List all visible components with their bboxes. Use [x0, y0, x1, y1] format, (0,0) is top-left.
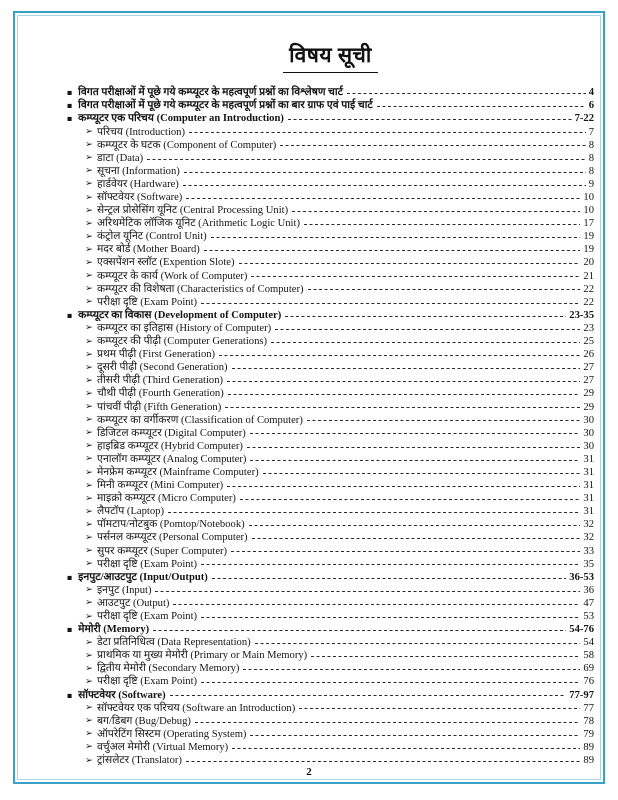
toc-entry-label: विगत परीक्षाओं में पूछे गये कम्प्यूटर के महत्वपूर्ण प्रश्नों का बार ग्राफ एवं पाई चार्ट	[78, 100, 373, 112]
toc-entry-page-number: 33	[583, 545, 594, 557]
toc-entry-label: दूसरी पीढ़ी (Second Generation)	[96, 362, 228, 374]
square-bullet-icon: ■	[67, 87, 73, 98]
dotted-leader	[227, 486, 580, 487]
toc-entry-page-number: 17	[583, 218, 594, 230]
arrow-bullet-icon: ➢	[85, 598, 93, 609]
arrow-bullet-icon: ➢	[85, 441, 93, 452]
toc-entry-page-number: 69	[583, 663, 594, 675]
toc-chapter-row	[67, 310, 594, 323]
toc-entry-page-number: 6	[588, 100, 594, 112]
dotted-leader	[311, 656, 580, 657]
dotted-leader	[275, 329, 580, 330]
toc-entry-page-number: 77-97	[569, 689, 594, 701]
toc-entry-page-number: 7-22	[574, 113, 594, 125]
arrow-bullet-icon: ➢	[85, 454, 93, 465]
toc-entry-label: पॉमटाप/नोटबुक (Pomtop/Notebook)	[96, 519, 245, 531]
toc-entry-page-number: 29	[583, 401, 594, 413]
toc-entry-label: कम्प्यूटर का विकास (Development of Computer)	[78, 309, 282, 321]
toc-entry-label: कंट्रोल यूनिट (Control Unit)	[96, 231, 207, 243]
toc-subitem-row	[67, 558, 594, 571]
toc-subitem-row	[67, 454, 594, 467]
dotted-leader	[263, 473, 581, 474]
dotted-leader	[211, 237, 581, 238]
toc-chapter-row	[67, 689, 594, 702]
dotted-leader	[249, 525, 581, 526]
toc-entry-page-number: 10	[583, 192, 594, 203]
dotted-leader	[168, 512, 580, 513]
toc-entry-page-number: 36-53	[569, 571, 594, 583]
toc-entry-page-number: 31	[583, 506, 594, 518]
arrow-bullet-icon: ➢	[85, 755, 93, 766]
toc-entry-page-number: 53	[583, 611, 594, 622]
toc-entry-label: डाटा (Data)	[96, 152, 144, 164]
toc-subitem-row	[67, 532, 594, 545]
toc-subitem-row	[67, 598, 594, 611]
toc-subitem-row	[67, 323, 594, 336]
toc-entry-page-number: 78	[583, 715, 594, 727]
toc-entry-page-number: 31	[583, 493, 594, 505]
toc-entry-page-number: 29	[583, 388, 594, 400]
dotted-leader	[292, 211, 580, 212]
dotted-leader	[212, 578, 566, 579]
toc-subitem-row	[67, 676, 594, 689]
dotted-leader	[250, 433, 581, 434]
toc-entry-label: प्रथम पीढ़ी (First Generation)	[96, 349, 216, 361]
dotted-leader	[304, 224, 580, 225]
toc-entry-label: परीक्षा दृष्टि (Exam Point)	[96, 676, 198, 688]
toc-entry-page-number: 79	[583, 728, 594, 740]
toc-subitem-row	[67, 126, 594, 139]
dotted-leader	[271, 342, 580, 343]
dotted-leader	[227, 381, 580, 382]
toc-entry-label: माइक्रो कम्प्यूटर (Micro Computer)	[96, 493, 236, 505]
toc-subitem-row	[67, 179, 594, 192]
dotted-leader	[240, 499, 580, 500]
dotted-leader	[201, 617, 580, 618]
toc-entry-page-number: 54-76	[569, 624, 594, 636]
arrow-bullet-icon: ➢	[85, 559, 93, 570]
dotted-leader	[225, 407, 580, 408]
toc-subitem-row	[67, 729, 594, 742]
toc-entry-label: द्वितीय मेमोरी (Secondary Memory)	[96, 663, 240, 675]
arrow-bullet-icon: ➢	[85, 677, 93, 688]
dotted-leader	[189, 132, 586, 133]
arrow-bullet-icon: ➢	[85, 493, 93, 504]
toc-entry-page-number: 27	[583, 375, 594, 387]
toc-subitem-row	[67, 611, 594, 624]
toc-entry-page-number: 26	[583, 349, 594, 361]
toc-entry-label: पांचवीं पीढ़ी (Fifth Generation)	[96, 401, 222, 413]
toc-entry-label: ऑपरेटिंग सिस्टम (Operating System)	[96, 728, 247, 740]
dotted-leader	[285, 316, 566, 317]
arrow-bullet-icon: ➢	[85, 388, 93, 399]
dotted-leader	[184, 172, 586, 173]
toc-entry-page-number: 89	[583, 755, 594, 767]
toc-entry-page-number: 31	[583, 453, 594, 465]
arrow-bullet-icon: ➢	[85, 402, 93, 413]
dotted-leader	[347, 93, 586, 94]
arrow-bullet-icon: ➢	[85, 153, 93, 164]
toc-entry-page-number: 20	[583, 257, 594, 269]
dotted-leader	[183, 185, 586, 186]
toc-subitem-row	[67, 441, 594, 454]
square-bullet-icon: ■	[67, 113, 73, 124]
toc-subitem-row	[67, 493, 594, 506]
dotted-leader	[232, 748, 580, 749]
toc-subitem-row	[67, 427, 594, 440]
toc-subitem-row	[67, 480, 594, 493]
toc-subitem-row	[67, 519, 594, 532]
toc-entry-label: चौथी पीढ़ी (Fourth Generation)	[96, 388, 224, 400]
toc-entry-label: डिजिटल कम्प्यूटर (Digital Computer)	[96, 427, 246, 439]
dotted-leader	[251, 276, 580, 277]
toc-entry-label: कम्प्यूटर का वर्गीकरण (Classification of Computer)	[96, 414, 303, 426]
toc-entry-page-number: 31	[583, 480, 594, 492]
arrow-bullet-icon: ➢	[85, 218, 93, 229]
dotted-leader	[231, 551, 580, 552]
toc-entry-page-number: 27	[583, 362, 594, 374]
toc-chapter-row	[67, 100, 594, 113]
dotted-leader	[239, 263, 581, 264]
arrow-bullet-icon: ➢	[85, 231, 93, 242]
toc-entry-label: कम्प्यूटर के कार्य (Work of Computer)	[96, 270, 248, 282]
arrow-bullet-icon: ➢	[85, 258, 93, 269]
arrow-bullet-icon: ➢	[85, 650, 93, 661]
toc-entry-page-number: 10	[583, 205, 594, 217]
toc-entry-label: तीसरी पीढ़ी (Third Generation)	[96, 375, 224, 387]
dotted-leader	[186, 198, 580, 199]
toc-subitem-row	[67, 414, 594, 427]
dotted-leader	[170, 695, 567, 696]
toc-subitem-row	[67, 257, 594, 270]
toc-entry-page-number: 9	[588, 178, 594, 190]
toc-entry-label: इनपुट/आउटपुट (Input/Output)	[78, 571, 208, 583]
arrow-bullet-icon: ➢	[85, 284, 93, 295]
arrow-bullet-icon: ➢	[85, 375, 93, 386]
arrow-bullet-icon: ➢	[85, 349, 93, 360]
toc-entry-page-number: 30	[583, 414, 594, 426]
toc-entry-page-number: 77	[583, 702, 594, 714]
toc-entry-label: कम्प्यूटर का इतिहास (History of Computer)	[96, 322, 272, 334]
dotted-leader	[201, 303, 580, 304]
toc-entry-page-number: 19	[583, 244, 594, 256]
toc-entry-label: सेन्ट्रल प्रोसेसिंग यूनिट (Central Processing Unit)	[96, 205, 289, 217]
dotted-leader	[299, 708, 580, 709]
toc-entry-label: कम्प्यूटर की विशेषता (Characteristics of Computer)	[96, 283, 304, 295]
toc-subitem-row	[67, 244, 594, 257]
toc-entry-page-number: 23	[583, 322, 594, 334]
toc-entry-page-number: 8	[588, 139, 594, 151]
toc-subitem-row	[67, 388, 594, 401]
dotted-leader	[288, 119, 572, 120]
toc-entry-page-number: 32	[583, 519, 594, 531]
toc-entry-label: बग/डिबग (Bug/Debug)	[96, 715, 191, 727]
toc-entry-page-number: 25	[583, 336, 594, 348]
toc-entry-page-number: 30	[583, 427, 594, 439]
toc-subitem-row	[67, 166, 594, 179]
arrow-bullet-icon: ➢	[85, 519, 93, 530]
toc-entry-label: परीक्षा दृष्टि (Exam Point)	[96, 296, 198, 308]
dotted-leader	[252, 538, 581, 539]
toc-entry-label: पर्सनल कम्प्यूटर (Personal Computer)	[96, 532, 248, 544]
arrow-bullet-icon: ➢	[85, 506, 93, 517]
square-bullet-icon: ■	[67, 100, 73, 111]
toc-entry-page-number: 89	[583, 741, 594, 753]
toc-entry-label: कम्प्यूटर एक परिचय (Computer an Introduction)	[78, 113, 284, 125]
toc-subitem-row	[67, 336, 594, 349]
toc-entry-page-number: 32	[583, 532, 594, 544]
dotted-leader	[186, 761, 580, 762]
arrow-bullet-icon: ➢	[85, 703, 93, 714]
toc-entry-label: मेमोरी (Memory)	[78, 624, 150, 636]
dotted-leader	[250, 460, 580, 461]
toc-entry-label: कम्प्यूटर की पीढ़ी (Computer Generations)	[96, 336, 268, 348]
toc-subitem-row	[67, 702, 594, 715]
dotted-leader	[201, 682, 580, 683]
toc-subitem-row	[67, 375, 594, 388]
toc-entry-label: हार्डवेयर (Hardware)	[96, 178, 179, 190]
toc-subitem-row	[67, 362, 594, 375]
dotted-leader	[307, 420, 581, 421]
dotted-leader	[308, 289, 581, 290]
arrow-bullet-icon: ➢	[85, 546, 93, 557]
toc-subitem-row	[67, 205, 594, 218]
toc-subitem-row	[67, 152, 594, 165]
arrow-bullet-icon: ➢	[85, 716, 93, 727]
arrow-bullet-icon: ➢	[85, 166, 93, 177]
toc-subitem-row	[67, 545, 594, 558]
arrow-bullet-icon: ➢	[85, 205, 93, 216]
toc-entry-label: सुपर कम्प्यूटर (Super Computer)	[96, 545, 228, 557]
arrow-bullet-icon: ➢	[85, 467, 93, 478]
arrow-bullet-icon: ➢	[85, 271, 93, 282]
toc-entry-label: इनपुट (Input)	[96, 584, 152, 596]
arrow-bullet-icon: ➢	[85, 742, 93, 753]
arrow-bullet-icon: ➢	[85, 140, 93, 151]
toc-subitem-row	[67, 218, 594, 231]
dotted-leader	[255, 643, 581, 644]
toc-entry-page-number: 19	[583, 231, 594, 243]
page-title: विषय सूची	[283, 41, 378, 73]
toc-entry-page-number: 22	[583, 296, 594, 308]
toc-chapter-row	[67, 113, 594, 126]
toc-entry-label: विगत परीक्षाओं में पूछे गये कम्प्यूटर के महत्वपूर्ण प्रश्नों का विश्लेषण चार्ट	[78, 87, 343, 99]
toc-subitem-row	[67, 139, 594, 152]
toc-entry-label: कम्प्यूटर के घटक (Component of Computer)	[96, 139, 277, 151]
toc-entry-label: मदर बोर्ड (Mother Board)	[96, 244, 200, 256]
toc-entry-page-number: 23-35	[569, 309, 594, 321]
toc-subitem-row	[67, 585, 594, 598]
dotted-leader	[173, 604, 580, 605]
toc-subitem-row	[67, 349, 594, 362]
toc-subitem-row	[67, 283, 594, 296]
toc-entry-label: प्राथमिक या मुख्य मेमोरी (Primary or Main Memory)	[96, 650, 308, 662]
toc-entry-page-number: 8	[588, 165, 594, 177]
toc-entry-label: सॉफ्टवेयर (Software)	[96, 192, 183, 203]
dotted-leader	[377, 106, 586, 107]
toc-entry-label: मिनी कम्प्यूटर (Mini Computer)	[96, 480, 224, 492]
arrow-bullet-icon: ➢	[85, 585, 93, 596]
toc-entry-label: डेटा प्रतिनिधित्व (Data Representation)	[96, 637, 251, 649]
arrow-bullet-icon: ➢	[85, 179, 93, 190]
toc-entry-page-number: 31	[583, 466, 594, 478]
toc-subitem-row	[67, 270, 594, 283]
dotted-leader	[153, 630, 566, 631]
toc-subitem-row	[67, 231, 594, 244]
toc-entry-page-number: 4	[588, 87, 594, 99]
square-bullet-icon: ■	[67, 690, 73, 701]
toc-entry-page-number: 76	[583, 676, 594, 688]
toc-subitem-row	[67, 297, 594, 310]
toc-entry-page-number: 36	[583, 584, 594, 596]
dotted-leader	[243, 669, 580, 670]
toc-entry-page-number: 8	[588, 152, 594, 164]
dotted-leader	[219, 355, 580, 356]
dotted-leader	[195, 722, 581, 723]
dotted-leader	[280, 145, 585, 146]
toc-subitem-row	[67, 506, 594, 519]
arrow-bullet-icon: ➢	[85, 323, 93, 334]
dotted-leader	[228, 394, 581, 395]
arrow-bullet-icon: ➢	[85, 336, 93, 347]
toc-entry-label: परीक्षा दृष्टि (Exam Point)	[96, 611, 198, 622]
square-bullet-icon: ■	[67, 624, 73, 635]
toc-subitem-row	[67, 650, 594, 663]
toc-entry-label: सॉफ्टवेयर एक परिचय (Software an Introduction)	[96, 702, 296, 714]
toc-entry-page-number: 35	[583, 558, 594, 570]
toc-entry-label: एक्सपेंशन स्लॉट (Expention Slote)	[96, 257, 235, 269]
toc-subitem-row	[67, 663, 594, 676]
arrow-bullet-icon: ➢	[85, 480, 93, 491]
arrow-bullet-icon: ➢	[85, 297, 93, 308]
toc-subitem-row	[67, 716, 594, 729]
toc-subitem-row	[67, 742, 594, 755]
toc-entry-page-number: 21	[583, 270, 594, 282]
toc-entry-label: अरिथमेटिक लॉजिक यूनिट (Arithmetic Logic Unit)	[96, 218, 300, 230]
toc-entry-label: आउटपुट (Output)	[96, 597, 170, 609]
toc-entry-page-number: 54	[583, 637, 594, 649]
arrow-bullet-icon: ➢	[85, 729, 93, 740]
dotted-leader	[250, 735, 580, 736]
arrow-bullet-icon: ➢	[85, 244, 93, 255]
dotted-leader	[232, 368, 581, 369]
toc-entry-label: हाइब्रिड कम्प्यूटर (Hybrid Computer)	[96, 440, 243, 452]
toc-entry-label: लैपटॉप (Laptop)	[96, 506, 164, 518]
toc-subitem-row	[67, 401, 594, 414]
title-wrap	[67, 41, 594, 73]
toc-entry-label: सॉफ्टवेयर (Software)	[78, 689, 166, 701]
arrow-bullet-icon: ➢	[85, 637, 93, 648]
toc-subitem-row	[67, 637, 594, 650]
dotted-leader	[204, 250, 581, 251]
arrow-bullet-icon: ➢	[85, 611, 93, 622]
toc-entry-label: वर्चुअल मेमोरी (Virtual Memory)	[96, 741, 229, 753]
toc-entry-page-number: 22	[583, 283, 594, 295]
toc-entry-label: परिचय (Introduction)	[96, 126, 186, 138]
arrow-bullet-icon: ➢	[85, 127, 93, 138]
arrow-bullet-icon: ➢	[85, 415, 93, 426]
arrow-bullet-icon: ➢	[85, 532, 93, 543]
toc-entry-label: परीक्षा दृष्टि (Exam Point)	[96, 558, 198, 570]
toc-chapter-row	[67, 571, 594, 584]
dotted-leader	[247, 447, 581, 448]
toc-entry-label: ट्रांसलेटर (Translator)	[96, 755, 182, 767]
dotted-leader	[147, 159, 586, 160]
toc-subitem-row	[67, 467, 594, 480]
arrow-bullet-icon: ➢	[85, 192, 93, 203]
toc-entry-label: एनालॉग कम्प्यूटर (Analog Computer)	[96, 453, 247, 465]
arrow-bullet-icon: ➢	[85, 362, 93, 373]
toc-entry-label: मेनफ्रेम कम्प्यूटर (Mainframe Computer)	[96, 466, 259, 478]
toc-chapter-row	[67, 87, 594, 100]
toc-entry-page-number: 7	[588, 126, 594, 138]
arrow-bullet-icon: ➢	[85, 428, 93, 439]
page-number: 2	[306, 766, 312, 778]
toc-chapter-row	[67, 624, 594, 637]
page-content	[15, 13, 603, 782]
square-bullet-icon: ■	[67, 310, 73, 321]
toc-entry-label: सूचना (Information)	[96, 165, 180, 177]
arrow-bullet-icon: ➢	[85, 663, 93, 674]
toc-entry-page-number: 58	[583, 650, 594, 662]
dotted-leader	[155, 591, 580, 592]
toc-list	[67, 87, 594, 768]
toc-subitem-row	[67, 192, 594, 205]
square-bullet-icon: ■	[67, 572, 73, 583]
toc-entry-page-number: 30	[583, 440, 594, 452]
dotted-leader	[201, 564, 580, 565]
toc-entry-page-number: 47	[583, 597, 594, 609]
